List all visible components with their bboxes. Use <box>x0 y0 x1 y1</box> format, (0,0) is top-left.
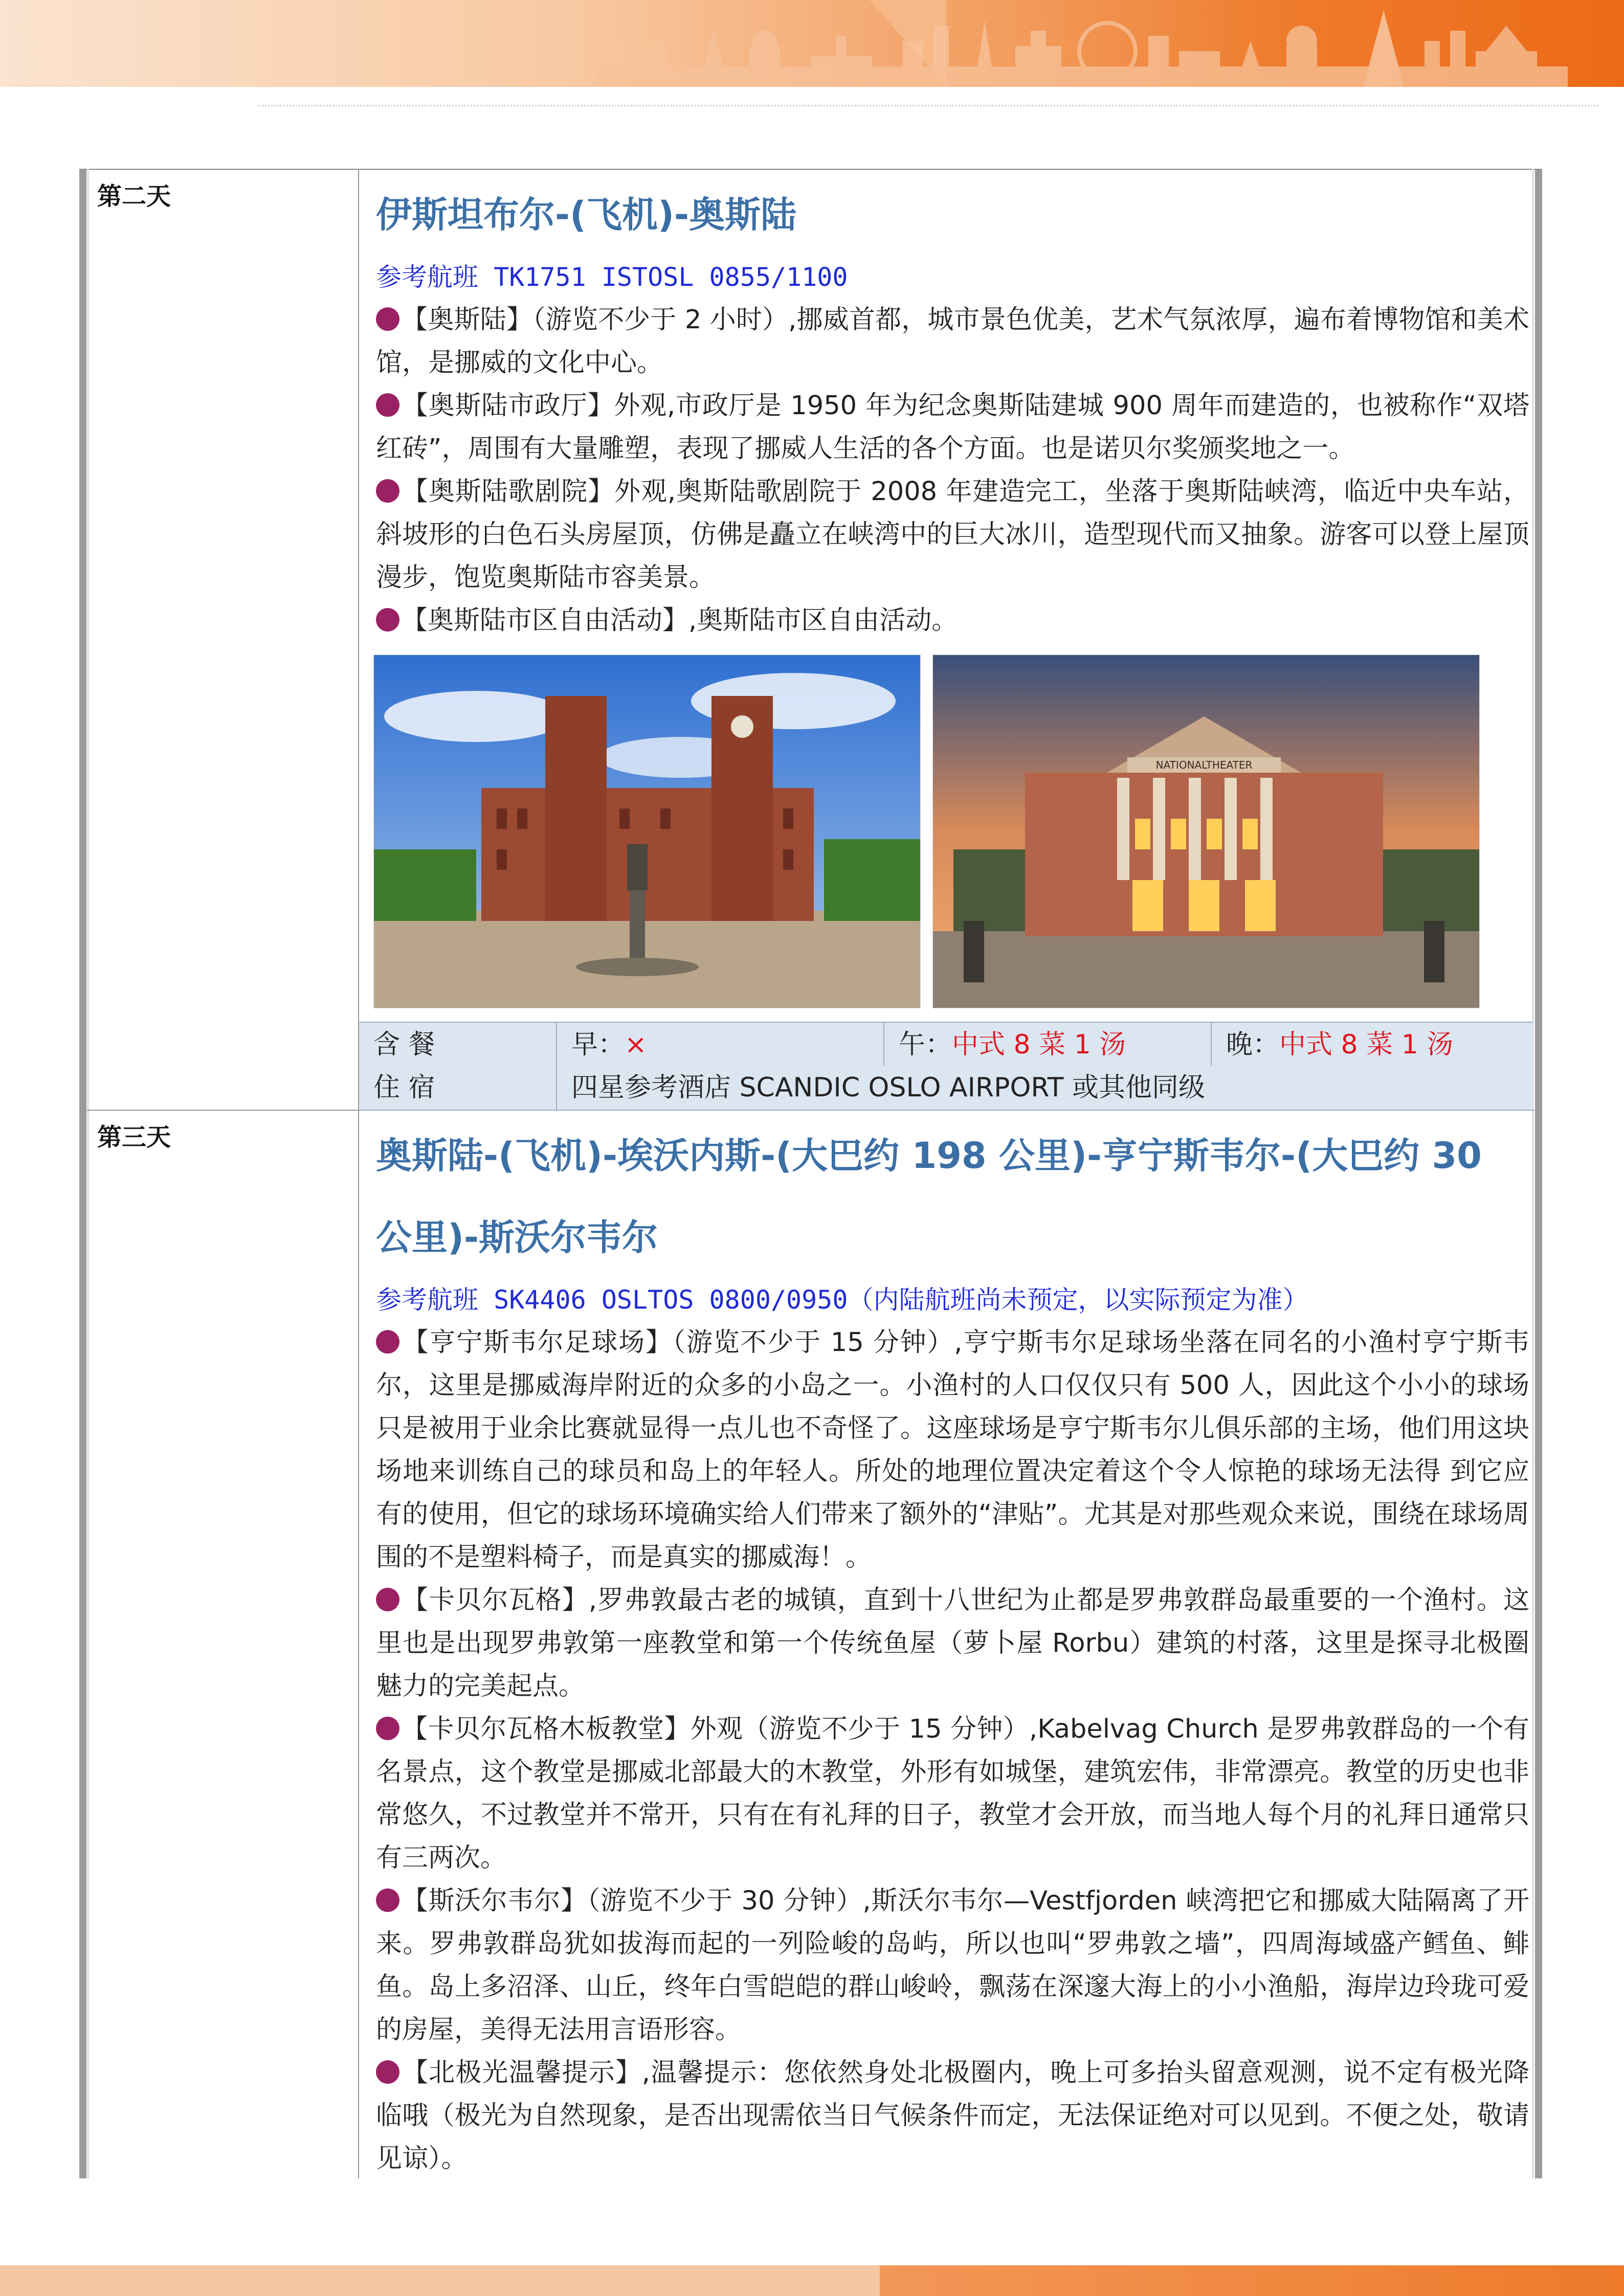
breakfast-value: × <box>625 1029 647 1060</box>
table-column-divider <box>358 169 359 2178</box>
day3-content <box>376 1115 1529 2180</box>
breakfast-label: 早： <box>571 1029 625 1060</box>
bullet-icon <box>376 1888 399 1912</box>
list-item <box>376 1708 1529 1880</box>
list-item <box>376 599 1529 642</box>
dinner-label: 晚： <box>1226 1029 1280 1060</box>
list-item <box>376 385 1529 470</box>
footer-banner <box>0 2265 1624 2296</box>
list-item-text: 【奥斯陆】（游览不少于 2 小时）,挪威首都，城市景色优美，艺术气氛浓厚，遍布着博物馆和美术馆，是挪威的文化中心。 <box>376 305 1529 378</box>
meals-label: 含 餐 <box>373 1029 435 1060</box>
list-item-text: 【卡贝尔瓦格木板教堂】外观（游览不少于 15 分钟）,Kabelvag Church 是罗弗敦群岛的一个有名景点，这个教堂是挪威北部最大的木教堂，外形有如城堡，建筑宏伟，非常漂亮。教堂的历史也非常悠久，不过教堂并不常开，只有在有礼拜的日子，教堂才会开放，而当地人每个月的礼拜日通常只有三两次。 <box>376 1714 1529 1873</box>
list-item-text: 【北极光温馨提示】,温馨提示：您依然身处北极圈内，晚上可多抬头留意观测，说不定有极光降临哦（极光为自然现象，是否出现需依当日气候条件而定，无法保证绝对可以见到。不便之处，敬请见谅）。 <box>376 2058 1529 2174</box>
list-item-text: 【奥斯陆市区自由活动】,奥斯陆市区自由活动。 <box>402 605 958 636</box>
list-item-text: 【奥斯陆市政厅】外观,市政厅是 1950 年为纪念奥斯陆建城 900 周年而建造的，也被称作“双塔红砖”，周围有大量雕塑，表现了挪威人生活的各个方面。也是诺贝尔奖颁奖地之一。 <box>376 391 1529 464</box>
list-item <box>376 1321 1529 1579</box>
list-item <box>376 1579 1529 1708</box>
table-right-rule <box>1532 169 1534 2178</box>
oslo-city-hall-photo <box>373 655 921 1008</box>
list-item <box>376 1880 1529 2052</box>
lunch-value: 中式 8 菜 1 汤 <box>952 1029 1126 1060</box>
day3-flight: 参考航班 SK4406 OSLTOS 0800/0950（内陆航班尚未预定，以实际预定为准） <box>376 1285 1308 1315</box>
day2-title: 伊斯坦布尔-(飞机)-奥斯陆 <box>376 194 797 236</box>
bullet-icon <box>376 393 399 417</box>
dinner-value: 中式 8 菜 1 汤 <box>1279 1029 1454 1060</box>
list-item-text: 【斯沃尔韦尔】（游览不少于 30 分钟）,斯沃尔韦尔—Vestfjorden 峡湾把它和挪威大陆隔离了开来。罗弗敦群岛犹如拔海而起的一列险峻的岛屿，所以也叫“罗弗敦之墙”，四周海域盛产鳕鱼、鲱鱼。岛上多沼泽、山丘，终年白雪皑皑的群山峻岭，飘荡在深邃大海上的小小渔船，海岸边玲珑可爱的房屋，美得无法用言语形容。 <box>376 1886 1529 2045</box>
hotel-value: 四星参考酒店 SCANDIC OSLO AIRPORT 或其他同级 <box>556 1066 1533 1110</box>
list-item <box>376 299 1529 385</box>
hotel-row <box>359 1066 1533 1111</box>
day2-content <box>376 174 1529 642</box>
list-item-text: 【奥斯陆歌剧院】外观,奥斯陆歌剧院于 2008 年建造完工，坐落于奥斯陆峡湾，临近中央车站，斜坡形的白色石头房屋顶，仿佛是矗立在峡湾中的巨大冰川，造型现代而又抽象。游客可以登上屋顶漫步，饱览奥斯陆市容美景。 <box>376 477 1529 593</box>
day2-label: 第二天 <box>97 182 171 211</box>
list-item-text: 【亨宁斯韦尔足球场】（游览不少于 15 分钟）,亨宁斯韦尔足球场坐落在同名的小渔村亨宁斯韦尔，这里是挪威海岸附近的众多的小岛之一。小渔村的人口仅仅只有 500 人，因此这个小小的球场只是被用于业余比赛就显得一点儿也不奇怪了。这座球场是亨宁斯韦尔儿俱乐部的主场，他们用这块场地来训练自己的球员和岛上的年轻人。所处的地理位置决定着这个令人惊艳的球场无法得 到它应有的使用，但它的球场环境确实给人们带来了额外的“津贴”。尤其是对那些观众来说，围绕在球场周围的不是塑料椅子，而是真实的挪威海！。 <box>376 1327 1529 1572</box>
hotel-label: 住 宿 <box>373 1072 435 1103</box>
day3-title: 奥斯陆-(飞机)-埃沃内斯-(大巴约 198 公里)-亨宁斯韦尔-(大巴约 30 公里)-斯沃尔韦尔 <box>376 1135 1482 1258</box>
bullet-icon <box>376 2060 399 2084</box>
day3-label: 第三天 <box>97 1123 171 1152</box>
header-divider <box>258 105 1598 106</box>
national-theater-photo <box>932 655 1480 1008</box>
bullet-icon <box>376 1330 399 1354</box>
dinner-cell <box>1211 1023 1533 1067</box>
meals-row <box>359 1022 1533 1068</box>
bullet-icon <box>376 479 399 503</box>
footer-pale-block <box>0 2265 880 2296</box>
theater-sign: NATIONALTHEATER <box>1155 759 1253 771</box>
list-item <box>376 2052 1529 2180</box>
list-item-text: 【卡贝尔瓦格】,罗弗敦最古老的城镇，直到十八世纪为止都是罗弗敦群岛最重要的一个渔村。这里也是出现罗弗敦第一座教堂和第一个传统鱼屋（萝卜屋 Rorbu）建筑的村落，这里是探寻北极圈魅力的完美起点。 <box>376 1585 1529 1701</box>
bullet-icon <box>376 608 399 632</box>
day2-flight: 参考航班 TK1751 ISTOSL 0855/1100 <box>376 262 848 292</box>
bullet-icon <box>376 1588 399 1611</box>
breakfast-cell <box>556 1023 883 1067</box>
header-banner <box>0 0 1624 87</box>
bullet-icon <box>376 1717 399 1740</box>
list-item <box>376 470 1529 599</box>
table-left-rule <box>87 169 89 2178</box>
bullet-icon <box>376 307 399 331</box>
lunch-cell <box>883 1023 1211 1067</box>
city-skyline-icon <box>596 10 1568 87</box>
lunch-label: 午： <box>899 1029 952 1060</box>
